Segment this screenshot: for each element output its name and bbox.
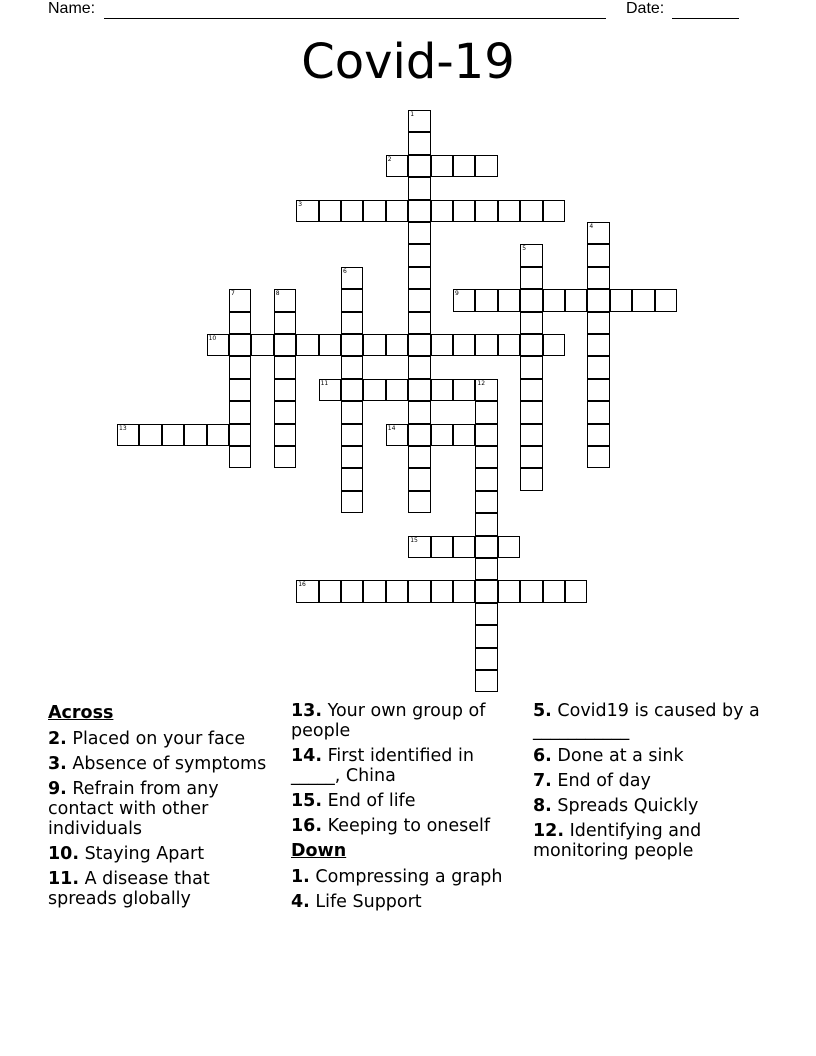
grid-cell[interactable] bbox=[453, 334, 475, 356]
grid-cell[interactable] bbox=[408, 424, 430, 446]
clue-item bbox=[533, 746, 763, 766]
grid-cell[interactable] bbox=[498, 200, 520, 222]
grid-cell[interactable] bbox=[408, 401, 430, 423]
grid-cell[interactable] bbox=[565, 289, 587, 311]
clue-item bbox=[533, 821, 763, 861]
clue-number: 3 bbox=[298, 200, 303, 208]
grid-cell[interactable] bbox=[587, 289, 609, 311]
grid-cell[interactable] bbox=[431, 334, 453, 356]
grid-cell[interactable] bbox=[453, 289, 475, 311]
clue-number: 8 bbox=[275, 290, 280, 298]
grid-cell[interactable] bbox=[229, 356, 251, 378]
clue-number: 4 bbox=[589, 223, 594, 230]
clue-text: Life Support bbox=[309, 892, 422, 912]
grid-cell[interactable] bbox=[408, 334, 430, 356]
grid-cell[interactable] bbox=[274, 312, 296, 334]
grid-cell[interactable] bbox=[520, 446, 542, 468]
grid-cell[interactable] bbox=[341, 334, 363, 356]
grid-cell[interactable] bbox=[587, 401, 609, 423]
grid-cell[interactable] bbox=[184, 424, 206, 446]
grid-cell[interactable] bbox=[610, 289, 632, 311]
clue-text: Compressing a graph bbox=[309, 867, 503, 887]
clue-number: 7 bbox=[231, 290, 235, 298]
clue-number-label: 15. bbox=[291, 791, 323, 811]
clue-item bbox=[533, 701, 763, 741]
grid-cell[interactable] bbox=[587, 356, 609, 378]
grid-cell[interactable] bbox=[408, 267, 430, 289]
grid-cell[interactable] bbox=[475, 424, 497, 446]
clue-text: Staying Apart bbox=[79, 844, 205, 864]
clue-number-label: 4. bbox=[291, 892, 310, 912]
clue-number-label: 16. bbox=[291, 816, 323, 836]
clue-item bbox=[291, 701, 521, 741]
clue-item bbox=[533, 796, 763, 816]
grid-cell[interactable] bbox=[363, 580, 385, 602]
grid-cell[interactable] bbox=[229, 289, 251, 311]
grid-cell[interactable] bbox=[229, 446, 251, 468]
grid-cell[interactable] bbox=[453, 379, 475, 401]
clue-item bbox=[48, 729, 278, 749]
clue-text: A disease that spreads globally bbox=[48, 869, 210, 909]
grid-cell[interactable] bbox=[475, 334, 497, 356]
grid-cell[interactable] bbox=[587, 446, 609, 468]
grid-cell[interactable] bbox=[587, 424, 609, 446]
grid-cell[interactable] bbox=[520, 580, 542, 602]
grid-cell[interactable] bbox=[408, 110, 430, 132]
grid-cell[interactable] bbox=[587, 222, 609, 244]
clue-number-label: 8. bbox=[533, 796, 552, 816]
grid-cell[interactable] bbox=[475, 625, 497, 647]
grid-cell[interactable] bbox=[520, 424, 542, 446]
grid-cell[interactable] bbox=[543, 200, 565, 222]
grid-cell[interactable] bbox=[341, 491, 363, 513]
clue-number-label: 1. bbox=[291, 867, 310, 887]
grid-cell[interactable] bbox=[386, 424, 408, 446]
grid-cell[interactable] bbox=[520, 267, 542, 289]
clue-number-label: 10. bbox=[48, 844, 80, 864]
clue-number-label: 7. bbox=[533, 771, 552, 791]
grid-cell[interactable] bbox=[341, 468, 363, 490]
grid-cell[interactable] bbox=[341, 379, 363, 401]
clue-number-label: 9. bbox=[48, 779, 67, 799]
grid-cell[interactable] bbox=[207, 334, 229, 356]
grid-cell[interactable] bbox=[431, 155, 453, 177]
grid-cell[interactable] bbox=[498, 289, 520, 311]
clue-number: 2 bbox=[387, 155, 392, 163]
grid-cell[interactable] bbox=[363, 200, 385, 222]
grid-cell[interactable] bbox=[274, 379, 296, 401]
grid-cell[interactable] bbox=[408, 379, 430, 401]
grid-cell[interactable] bbox=[475, 670, 497, 692]
grid-cell[interactable] bbox=[475, 379, 497, 401]
clue-item bbox=[48, 869, 278, 909]
clue-number: 6 bbox=[343, 267, 347, 275]
grid-cell[interactable] bbox=[274, 289, 296, 311]
grid-cell[interactable] bbox=[453, 155, 475, 177]
grid-cell[interactable] bbox=[341, 267, 363, 289]
clue-number: 15 bbox=[410, 536, 418, 544]
grid-cell[interactable] bbox=[229, 424, 251, 446]
grid-cell[interactable] bbox=[408, 200, 430, 222]
date-label: Date: bbox=[626, 0, 665, 17]
clue-number: 9 bbox=[455, 290, 459, 298]
clue-number: 12 bbox=[477, 379, 486, 387]
clue-text: Absence of symptoms bbox=[66, 754, 267, 774]
grid-cell[interactable] bbox=[475, 491, 497, 513]
grid-cell[interactable] bbox=[408, 580, 430, 602]
grid-cell[interactable] bbox=[520, 379, 542, 401]
grid-cell[interactable] bbox=[117, 424, 139, 446]
grid-cell[interactable] bbox=[341, 289, 363, 311]
grid-cell[interactable] bbox=[341, 446, 363, 468]
grid-cell[interactable] bbox=[386, 200, 408, 222]
grid-cell[interactable] bbox=[520, 289, 542, 311]
grid-cell[interactable] bbox=[319, 200, 341, 222]
grid-cell[interactable] bbox=[498, 536, 520, 558]
clue-number-label: 5. bbox=[533, 701, 552, 721]
page-title: Covid-19 bbox=[301, 34, 515, 90]
grid-cell[interactable] bbox=[587, 379, 609, 401]
grid-cell[interactable] bbox=[520, 334, 542, 356]
grid-cell[interactable] bbox=[386, 334, 408, 356]
clue-number: 13 bbox=[119, 424, 127, 432]
grid-cell[interactable] bbox=[363, 334, 385, 356]
grid-cell[interactable] bbox=[587, 244, 609, 266]
grid-cell[interactable] bbox=[139, 424, 161, 446]
clue-number-label: 6. bbox=[533, 746, 552, 766]
grid-cell[interactable] bbox=[543, 334, 565, 356]
grid-cell[interactable] bbox=[274, 401, 296, 423]
clue-column-2 bbox=[291, 701, 521, 917]
clue-number-label: 3. bbox=[48, 754, 67, 774]
grid-cell[interactable] bbox=[475, 513, 497, 535]
clue-item bbox=[291, 746, 521, 786]
grid-cell[interactable] bbox=[408, 244, 430, 266]
clue-number-label: 13. bbox=[291, 701, 323, 721]
grid-cell[interactable] bbox=[319, 334, 341, 356]
clue-item bbox=[48, 844, 278, 864]
grid-cell[interactable] bbox=[229, 334, 251, 356]
grid-cell[interactable] bbox=[520, 312, 542, 334]
grid-cell[interactable] bbox=[475, 289, 497, 311]
clue-number-label: 11. bbox=[48, 869, 80, 889]
grid-cell[interactable] bbox=[408, 155, 430, 177]
grid-cell[interactable] bbox=[274, 334, 296, 356]
grid-cell[interactable] bbox=[229, 312, 251, 334]
grid-cell[interactable] bbox=[475, 580, 497, 602]
clue-text: Keeping to oneself bbox=[322, 816, 491, 836]
grid-cell[interactable] bbox=[251, 334, 273, 356]
grid-cell[interactable] bbox=[408, 222, 430, 244]
grid-cell[interactable] bbox=[341, 401, 363, 423]
grid-cell[interactable] bbox=[408, 468, 430, 490]
grid-cell[interactable] bbox=[475, 401, 497, 423]
clue-item bbox=[48, 754, 278, 774]
grid-cell[interactable] bbox=[543, 580, 565, 602]
clue-item bbox=[291, 867, 521, 887]
grid-cell[interactable] bbox=[498, 334, 520, 356]
clue-text: Done at a sink bbox=[551, 746, 684, 766]
grid-cell[interactable] bbox=[296, 334, 318, 356]
grid-cell[interactable] bbox=[587, 334, 609, 356]
grid-cell[interactable] bbox=[520, 401, 542, 423]
grid-cell[interactable] bbox=[341, 312, 363, 334]
clue-text: Identifying and monitoring people bbox=[533, 821, 702, 861]
grid-cell[interactable] bbox=[520, 468, 542, 490]
clue-item bbox=[48, 779, 278, 839]
grid-cell[interactable] bbox=[475, 468, 497, 490]
grid-cell[interactable] bbox=[341, 200, 363, 222]
grid-cell[interactable] bbox=[408, 132, 430, 154]
clue-text: Covid19 is caused by a ___________ bbox=[533, 701, 760, 741]
grid-cell[interactable] bbox=[475, 200, 497, 222]
grid-cell[interactable] bbox=[520, 356, 542, 378]
grid-cell[interactable] bbox=[386, 580, 408, 602]
grid-cell[interactable] bbox=[363, 379, 385, 401]
grid-cell[interactable] bbox=[475, 446, 497, 468]
clue-number-label: 14. bbox=[291, 746, 323, 766]
clue-text: First identified in _____, China bbox=[291, 746, 474, 786]
grid-cell[interactable] bbox=[162, 424, 184, 446]
grid-cell[interactable] bbox=[431, 536, 453, 558]
grid-cell[interactable] bbox=[475, 155, 497, 177]
grid-cell[interactable] bbox=[431, 379, 453, 401]
grid-cell[interactable] bbox=[453, 536, 475, 558]
clue-number: 16 bbox=[298, 581, 306, 589]
grid-cell[interactable] bbox=[655, 289, 677, 311]
grid-cell[interactable] bbox=[498, 580, 520, 602]
grid-cell[interactable] bbox=[296, 580, 318, 602]
clue-number-label: 2. bbox=[48, 729, 67, 749]
clue-text: Your own group of people bbox=[291, 701, 486, 741]
clue-text: End of day bbox=[551, 771, 651, 791]
grid-cell[interactable] bbox=[386, 379, 408, 401]
clue-item bbox=[533, 771, 763, 791]
grid-cell[interactable] bbox=[453, 424, 475, 446]
grid-cell[interactable] bbox=[341, 580, 363, 602]
grid-cell[interactable] bbox=[274, 356, 296, 378]
clue-number: 5 bbox=[522, 245, 527, 253]
grid-cell[interactable] bbox=[319, 379, 341, 401]
clue-number: 10 bbox=[208, 335, 217, 342]
grid-cell[interactable] bbox=[229, 401, 251, 423]
clue-number: 1 bbox=[410, 111, 415, 118]
grid-cell[interactable] bbox=[408, 536, 430, 558]
grid-cell[interactable] bbox=[475, 603, 497, 625]
grid-cell[interactable] bbox=[520, 244, 542, 266]
grid-cell[interactable] bbox=[543, 289, 565, 311]
down-heading: Down bbox=[291, 841, 347, 861]
grid-cell[interactable] bbox=[431, 580, 453, 602]
name-label: Name: bbox=[48, 0, 96, 17]
clue-item bbox=[291, 791, 521, 811]
grid-cell[interactable] bbox=[274, 424, 296, 446]
grid-cell[interactable] bbox=[229, 379, 251, 401]
grid-cell[interactable] bbox=[475, 648, 497, 670]
grid-cell[interactable] bbox=[453, 580, 475, 602]
clue-text: Refrain from any contact with other individuals bbox=[48, 779, 219, 839]
grid-cell[interactable] bbox=[408, 446, 430, 468]
grid-cell[interactable] bbox=[475, 558, 497, 580]
clue-text: Spreads Quickly bbox=[551, 796, 699, 816]
grid-cell[interactable] bbox=[587, 267, 609, 289]
grid-cell[interactable] bbox=[475, 536, 497, 558]
grid-cell[interactable] bbox=[632, 289, 654, 311]
grid-cell[interactable] bbox=[408, 312, 430, 334]
grid-cell[interactable] bbox=[431, 200, 453, 222]
grid-cell[interactable] bbox=[408, 177, 430, 199]
grid-cell[interactable] bbox=[408, 289, 430, 311]
grid-cell[interactable] bbox=[408, 491, 430, 513]
grid-cell[interactable] bbox=[319, 580, 341, 602]
clue-number: 11 bbox=[320, 379, 329, 387]
grid-cell[interactable] bbox=[565, 580, 587, 602]
clue-number-label: 12. bbox=[533, 821, 565, 841]
grid-cell[interactable] bbox=[386, 155, 408, 177]
grid-cell[interactable] bbox=[520, 200, 542, 222]
grid-cell[interactable] bbox=[431, 424, 453, 446]
grid-cell[interactable] bbox=[408, 356, 430, 378]
clue-text: End of life bbox=[322, 791, 416, 811]
grid-cell[interactable] bbox=[341, 356, 363, 378]
grid-cell[interactable] bbox=[274, 446, 296, 468]
across-heading: Across bbox=[48, 703, 114, 723]
grid-cell[interactable] bbox=[587, 312, 609, 334]
clue-item bbox=[291, 892, 521, 912]
grid-cell[interactable] bbox=[453, 200, 475, 222]
clue-column-3 bbox=[533, 701, 763, 866]
grid-cell[interactable] bbox=[207, 424, 229, 446]
clue-column-1 bbox=[48, 701, 278, 914]
clue-text: Placed on your face bbox=[66, 729, 246, 749]
clue-number: 14 bbox=[387, 424, 396, 432]
grid-cell[interactable] bbox=[341, 424, 363, 446]
clue-item bbox=[291, 816, 521, 836]
grid-cell[interactable] bbox=[296, 200, 318, 222]
